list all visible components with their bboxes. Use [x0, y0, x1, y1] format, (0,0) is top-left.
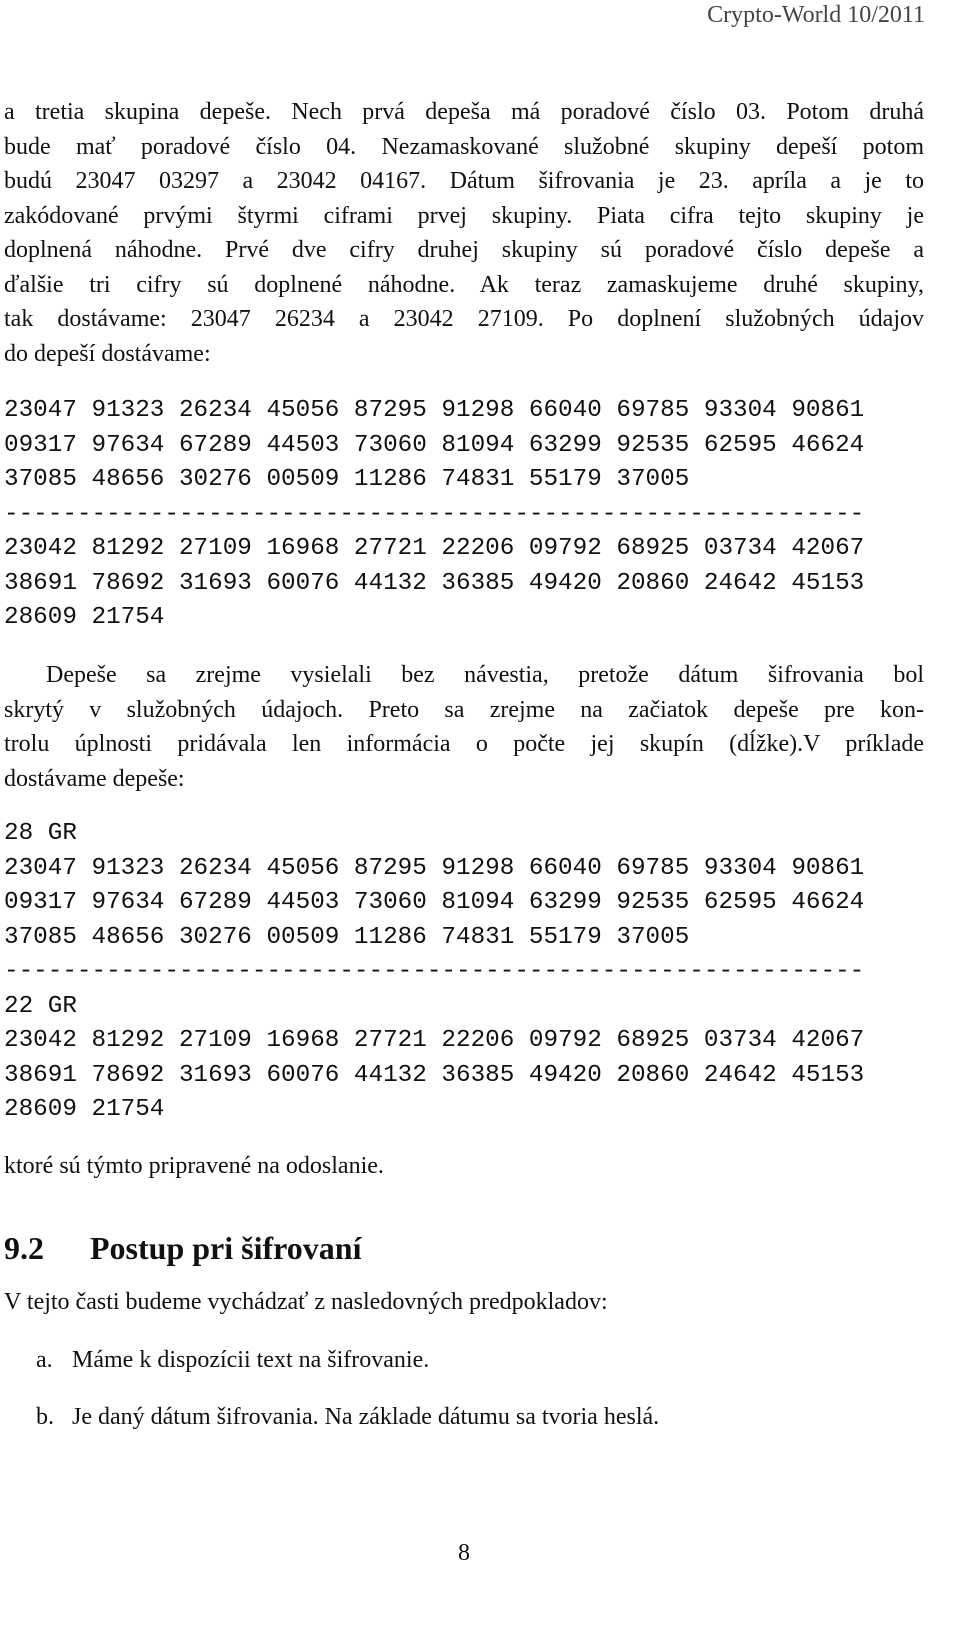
text-line: dostávame depeše: [4, 765, 185, 792]
code-line: 28609 21754 [4, 604, 165, 631]
text-line: doplnená náhodne. Prvé dve cifry druhej skupiny sú poradové číslo depeše a [4, 237, 924, 263]
code-line: 09317 97634 67289 44503 73060 81094 63299 92535 62595 46624 [4, 431, 865, 459]
code-line: 23047 91323 26234 45056 87295 91298 66040 69785 93304 90861 [4, 854, 865, 882]
code-line: 28 GR [4, 820, 77, 847]
cipher-block-2 [4, 817, 924, 1128]
list-item [36, 1400, 659, 1434]
list-marker: b. [36, 1404, 54, 1430]
code-line: 23042 81292 27109 16968 27721 22206 09792 68925 03734 42067 [4, 1027, 865, 1054]
code-line: 23042 81292 27109 16968 27721 22206 09792 68925 03734 42067 [4, 535, 865, 562]
code-line: 23047 91323 26234 45056 87295 91298 66040 69785 93304 90861 [4, 397, 865, 424]
code-line: 09317 97634 67289 44503 73060 81094 63299 92535 62595 46624 [4, 889, 865, 916]
text-line: a tretia skupina depeše. Nech prvá depeša má poradové číslo 03. Potom druhá [4, 99, 924, 125]
text-line: do depeší dostávame: [4, 340, 211, 367]
paragraph-4 [4, 1285, 924, 1320]
section-heading [4, 1228, 361, 1268]
code-line: 22 GR [4, 992, 77, 1020]
text-line: Depeše sa zrejme vysielali bez návestia, pretože dátum šifrovania bol [46, 662, 924, 688]
text-line: trolu úplnosti pridávala len informácia o počte jej skupín (dĺžke).V príklade [4, 731, 924, 757]
text-line: zakódované prvými štyrmi ciframi prvej skupiny. Piata cifra tejto skupiny je [4, 202, 924, 229]
list-marker: a. [36, 1347, 53, 1373]
text-line: ďalšie tri cifry sú doplnené náhodne. Ak teraz zamaskujeme druhé skupiny, [4, 271, 924, 298]
text-line: V tejto časti budeme vychádzať z nasledovných predpokladov: [4, 1289, 608, 1315]
text-line: skrytý v služobných údajoch. Preto sa zrejme na začiatok depeše pre kon- [4, 696, 924, 723]
paragraph-2 [4, 658, 924, 796]
section-number: 9.2 [4, 1230, 44, 1266]
section-title: Postup pri šifrovaní [90, 1230, 362, 1266]
code-line: 37085 48656 30276 00509 11286 74831 55179 37005 [4, 466, 690, 493]
text-line: tak dostávame: 23047 26234 a 23042 27109. Po doplnení služobných údajov [4, 306, 924, 332]
page-number: 8 [458, 1540, 470, 1566]
text-line: ktoré sú týmto pripravené na odoslanie. [4, 1153, 384, 1179]
list-text: Máme k dispozícii text na šifrovanie. [72, 1347, 430, 1373]
code-line: 28609 21754 [4, 1096, 165, 1123]
code-line: 37085 48656 30276 00509 11286 74831 55179 37005 [4, 923, 690, 951]
text-line: budú 23047 03297 a 23042 04167. Dátum šifrovania je 23. apríla a je to [4, 168, 924, 194]
code-line: 38691 78692 31693 60076 44132 36385 49420 20860 24642 45153 [4, 1061, 865, 1089]
running-header: Crypto-World 10/2011 [707, 2, 925, 28]
paragraph-1 [4, 95, 924, 371]
cipher-block-1 [4, 394, 924, 636]
text-line: bude mať poradové číslo 04. Nezamaskované služobné skupiny depeší potom [4, 133, 924, 160]
code-line: ----------------------------------------------------------- [4, 958, 865, 985]
code-line: ----------------------------------------------------------- [4, 500, 865, 528]
list-text: Je daný dátum šifrovania. Na základe dátumu sa tvoria heslá. [72, 1404, 660, 1430]
paragraph-3 [4, 1149, 924, 1184]
list-item [36, 1343, 429, 1377]
code-line: 38691 78692 31693 60076 44132 36385 49420 20860 24642 45153 [4, 569, 865, 597]
